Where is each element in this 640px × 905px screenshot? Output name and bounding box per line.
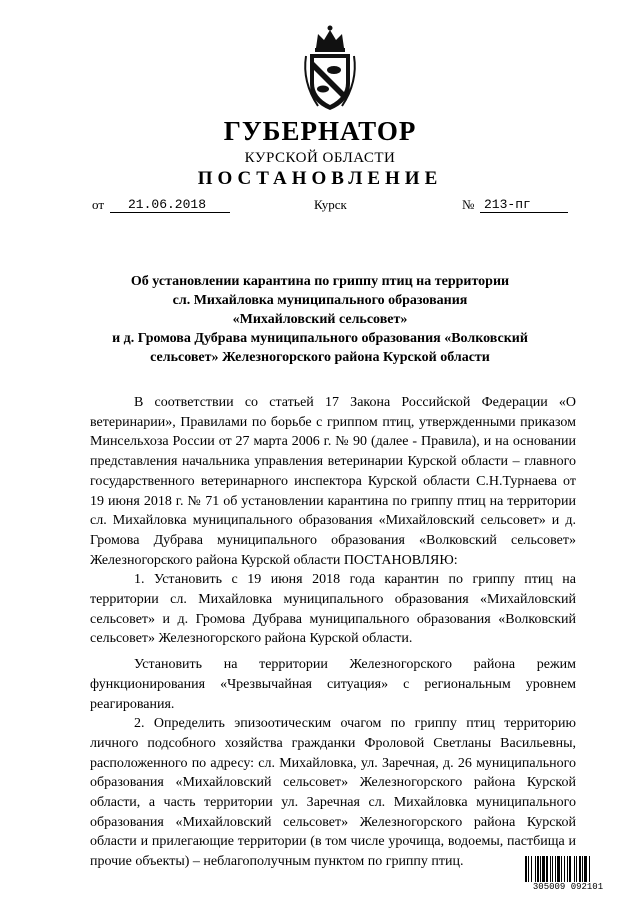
title-line: сельсовет» Железногорского района Курской области — [150, 350, 490, 365]
emergency-mode-paragraph: Установить на территории Железногорского района режим функционирования «Чрезвычайная ситуация» с региональным уровнем реагирования. — [90, 657, 576, 712]
number-label: № — [462, 197, 475, 212]
clause-2-paragraph: 2. Определить эпизоотическим очагом по гриппу птиц территорию личного подсобного хозяйства гражданки Фроловой Светланы Васильевны, расположенного по адресу: сл. Михайловка, ул. Заречная, д. 26 муниципального образования «Михайловский сельсовет» Железногорского района Курской области, а часть территории ул. Заречная сл. Михайловка муниципального образования «Михайловский сельсовет» Железногорского района Курской области и прилегающие территории (в том числе урочища, водоемы, пастбища и прочие объекты) – неблагополучным пунктом по гриппу птиц. — [90, 716, 576, 870]
preamble-paragraph: В соответствии со статьей 17 Закона Российской Федерации «О ветеринарии», Правилами по борьбе с гриппом птиц, утвержденными приказом Минсельхоза России от 27 марта 2006 г. № 90 (далее - Правила), и на основании представления начальника управления ветеринарии Курской области – главного государственного ветеринарного инспектора Курской области С.Н.Турнаева от 19 июня 2018 г. № 71 об установлении карантина по гриппу птиц на территории сл. Михайловка муниципального образования «Михайловский сельсовет» и д. Громова Дубрава муниципального образования «Волковский сельсовет» Железногорского района Курской области ПОСТАНОВЛЯЮ: — [90, 395, 576, 568]
document-number: 213-пг — [480, 197, 568, 213]
title-line: и д. Громова Дубрава муниципального образования «Волковский — [112, 331, 528, 346]
date-label: от — [92, 197, 105, 212]
title-line: «Михайловский сельсовет» — [232, 312, 408, 327]
document-type-heading: ПОСТАНОВЛЕНИЕ — [197, 168, 443, 189]
document-title — [80, 272, 560, 367]
clause-1-paragraph: 1. Установить с 19 июня 2018 года карантин по гриппу птиц на территории сл. Михайловка муниципального образования «Михайловский сельсовет» и д. Громова Дубрава муниципального образования «Волковский сельсовет» Железногорского района Курской области. — [90, 572, 576, 647]
document-body — [90, 393, 576, 872]
coat-of-arms-emblem — [298, 22, 362, 112]
city: Курск — [314, 197, 347, 212]
region-heading: КУРСКОЙ ОБЛАСТИ — [244, 150, 396, 166]
barcode-number: 305009 092101 — [524, 882, 612, 893]
title-line: Об установлении карантина по гриппу птиц на территории — [130, 274, 510, 289]
governor-heading: ГУБЕРНАТОР — [223, 116, 417, 146]
document-date: 21.06.2018 — [110, 197, 230, 213]
title-line: сл. Михайловка муниципального образования — [172, 293, 468, 308]
